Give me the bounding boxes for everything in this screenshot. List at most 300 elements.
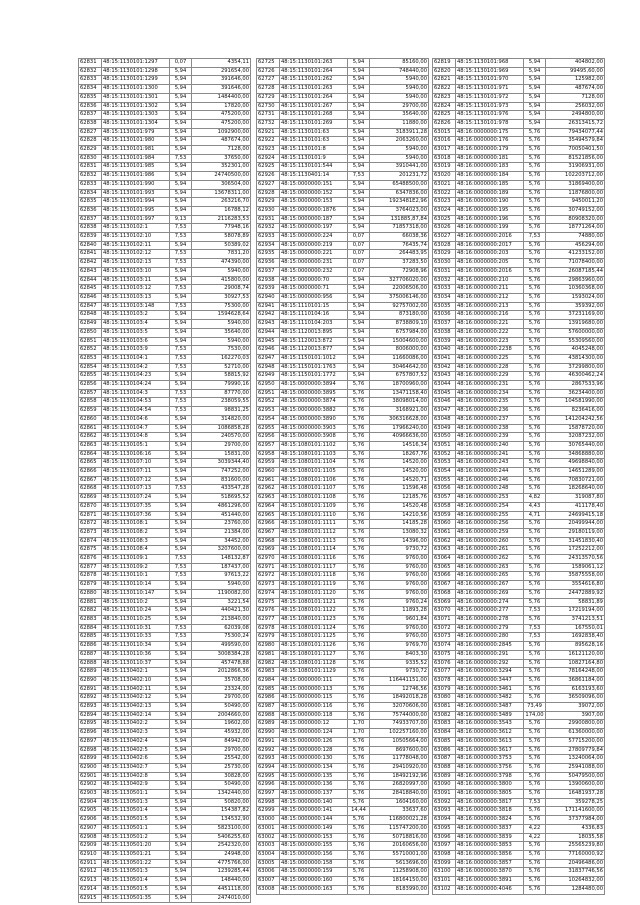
amount-value: 148132,87: [192, 555, 251, 564]
row-number: 62819: [433, 59, 456, 68]
amount-value: 13678311,00: [192, 189, 251, 198]
rate-value: 7,53: [170, 563, 192, 572]
cadastral-number: 48:15:1130104:54: [102, 407, 170, 416]
table-row: [79, 563, 251, 572]
amount-value: 15004600,00: [370, 337, 429, 346]
amount-value: 30828,00: [192, 772, 251, 781]
amount-value: 79434077,44: [546, 128, 605, 137]
rate-value: 5,94: [524, 67, 546, 76]
cadastral-number: 48:15:1130402:3: [102, 729, 170, 738]
row-number: 63074: [433, 642, 456, 651]
row-number: 62921: [257, 128, 280, 137]
cadastral-number: 48:15:1130501:3: [102, 798, 170, 807]
amount-value: 35708,00: [192, 676, 251, 685]
cadastral-number: 48:16:0000000:3487: [456, 703, 524, 712]
amount-value: 62039,08: [192, 624, 251, 633]
row-number: 63021: [433, 180, 456, 189]
cadastral-number: 48:15:0000000:71: [280, 285, 348, 294]
row-number: 63035: [433, 302, 456, 311]
row-number: 63025: [433, 215, 456, 224]
table-row: [79, 285, 251, 294]
table-row: [79, 293, 251, 302]
amount-value: 162270,03: [192, 354, 251, 363]
table-row: [257, 842, 429, 851]
row-number: 62872: [79, 520, 102, 529]
row-number: 63052: [433, 450, 456, 459]
rate-value: 5,94: [170, 468, 192, 477]
table-row: [433, 868, 605, 877]
table-row: [79, 111, 251, 120]
cadastral-number: 48:16:0000000:223: [456, 337, 524, 346]
row-number: 62838: [79, 224, 102, 233]
row-number: 62901: [79, 772, 102, 781]
table-row: [433, 842, 605, 851]
row-number: 62862: [79, 433, 102, 442]
cadastral-number: 48:16:0000000:212: [456, 293, 524, 302]
amount-value: 456294,00: [546, 241, 605, 250]
row-number: 62828: [79, 137, 102, 146]
cadastral-number: 48:15:1130102:1: [102, 224, 170, 233]
row-number: 62925: [257, 163, 280, 172]
rate-value: 5,94: [170, 885, 192, 894]
row-number: 62983: [257, 668, 280, 677]
amount-value: 24313570,56: [546, 555, 605, 564]
table-row: [79, 816, 251, 825]
table-row: [433, 650, 605, 659]
cadastral-number: 48:15:0000000:70: [280, 276, 348, 285]
rate-value: 7,53: [524, 633, 546, 642]
cadastral-number: 48:16:0000000:189: [456, 189, 524, 198]
table-row: [433, 172, 605, 181]
row-number: 62923: [257, 146, 280, 155]
rate-value: 5,94: [170, 746, 192, 755]
table-row: [79, 102, 251, 111]
row-number: 62884: [79, 624, 102, 633]
cadastral-number: 48:16:0000000:2016: [456, 233, 524, 242]
amount-value: 10505664,00: [370, 737, 429, 746]
row-number: 63071: [433, 616, 456, 625]
row-number: 63039: [433, 337, 456, 346]
amount-value: 18267,76: [370, 450, 429, 459]
row-number: 63015: [433, 128, 456, 137]
amount-value: 46300462,24: [546, 372, 605, 381]
cadastral-number: 48:15:1130101:990: [102, 180, 170, 189]
rate-value: 5,76: [524, 659, 546, 668]
amount-value: 5940,00: [192, 320, 251, 329]
table-row: [79, 650, 251, 659]
amount-value: 873180,00: [370, 311, 429, 320]
amount-value: 433547,28: [192, 485, 251, 494]
cadastral-number: 48:15:1130101:544: [280, 163, 348, 172]
table-row: [257, 172, 429, 181]
cadastral-number: 48:15:1130107:36: [102, 511, 170, 520]
cadastral-number: 48:15:0000000:3894: [280, 381, 348, 390]
cadastral-number: 48:15:0000000:151: [280, 180, 348, 189]
row-number: 62945: [257, 337, 280, 346]
table-row: [257, 729, 429, 738]
rate-value: 7,53: [170, 224, 192, 233]
row-number: 62886: [79, 642, 102, 651]
cadastral-number: 48:16:0000000:237: [456, 415, 524, 424]
table-row: [79, 93, 251, 102]
amount-value: 50490,00: [192, 703, 251, 712]
cadastral-number: 48:15:1130101:986: [102, 172, 170, 181]
rate-value: 5,76: [348, 737, 370, 746]
table-row: [79, 763, 251, 772]
table-row: [79, 476, 251, 485]
amount-value: 102203712,00: [546, 172, 605, 181]
row-number: 62873: [79, 528, 102, 537]
row-number: 62934: [257, 241, 280, 250]
rate-value: 5,76: [524, 198, 546, 207]
row-number: 62927: [257, 180, 280, 189]
amount-value: 15831,00: [192, 450, 251, 459]
table-row: [257, 807, 429, 816]
rate-value: 5,76: [524, 729, 546, 738]
amount-value: 1594628,64: [192, 311, 251, 320]
amount-value: 154387,82: [192, 807, 251, 816]
table-row: [433, 885, 605, 894]
cadastral-number: 48:15:1130402:1: [102, 668, 170, 677]
cadastral-number: 48:16:0000000:253: [456, 494, 524, 503]
rate-value: 5,94: [170, 520, 192, 529]
cadastral-number: 48:15:1080101:1102: [280, 441, 348, 450]
amount-value: 15878720,00: [546, 424, 605, 433]
rate-value: 5,76: [348, 885, 370, 894]
amount-value: 9760,00: [370, 563, 429, 572]
rate-value: 5,76: [524, 407, 546, 416]
row-number: 62914: [79, 885, 102, 894]
rate-value: 5,76: [524, 694, 546, 703]
amount-value: 1923481E2,96: [370, 198, 429, 207]
table-row: [257, 763, 429, 772]
cadastral-number: 48:15:0000000:156: [280, 850, 348, 859]
row-number: 63076: [433, 659, 456, 668]
rate-value: 5,76: [524, 868, 546, 877]
cadastral-number: 48:16:0000000:3612: [456, 729, 524, 738]
cadastral-number: 48:16:0000000:176: [456, 137, 524, 146]
table-row: [433, 424, 605, 433]
table-row: [433, 859, 605, 868]
rate-value: 5,76: [348, 790, 370, 799]
cadastral-number: 48:15:1130108:3: [102, 537, 170, 546]
amount-value: 1593024,00: [546, 293, 605, 302]
cadastral-number: 48:15:0000000:115: [280, 694, 348, 703]
table-row: [257, 563, 429, 572]
rate-value: 4,22: [524, 833, 546, 842]
amount-value: 319087,80: [546, 494, 605, 503]
amount-value: 11893,28: [370, 607, 429, 616]
cadastral-number: 48:15:0000000:153: [280, 198, 348, 207]
cadastral-number: 48:16:0000000:222: [456, 328, 524, 337]
rate-value: 5,76: [524, 389, 546, 398]
rate-value: 5,76: [524, 720, 546, 729]
row-number: 62903: [79, 790, 102, 799]
amount-value: 18492192,96: [370, 772, 429, 781]
amount-value: 1342440,00: [192, 790, 251, 799]
cadastral-number: 48:15:1130501:35: [102, 894, 170, 903]
rate-value: 1,70: [348, 729, 370, 738]
amount-value: 35640,00: [192, 328, 251, 337]
cadastral-number: 48:16:0000000:4046: [456, 885, 524, 894]
rate-value: 5,94: [524, 59, 546, 68]
cadastral-number: 48:15:1130102:11: [102, 241, 170, 250]
row-number: 62847: [79, 302, 102, 311]
rate-value: 5,94: [170, 441, 192, 450]
cadastral-number: 48:15:1130101:968: [456, 59, 524, 68]
row-number: 62948: [257, 363, 280, 372]
rate-value: 5,76: [348, 772, 370, 781]
rate-value: 5,94: [170, 328, 192, 337]
cadastral-number: 48:15:1130101:979: [102, 128, 170, 137]
table-row: [79, 790, 251, 799]
cadastral-number: 48:15:1130101:994: [102, 198, 170, 207]
amount-value: 3554616,80: [546, 581, 605, 590]
table-row: [79, 433, 251, 442]
cadastral-number: 48:15:1130101:63: [280, 128, 348, 137]
row-number: 62913: [79, 877, 102, 886]
amount-value: 475200,00: [192, 111, 251, 120]
rate-value: 5,94: [170, 494, 192, 503]
cadastral-number: 48:15:1130101:268: [280, 111, 348, 120]
amount-value: 65488500,00: [370, 180, 429, 189]
rate-value: 5,76: [524, 685, 546, 694]
amount-value: 70050401,50: [546, 146, 605, 155]
rate-value: 5,94: [170, 807, 192, 816]
table-row: [433, 311, 605, 320]
cadastral-number: 48:16:0000000:3447: [456, 676, 524, 685]
amount-value: 23760,00: [192, 520, 251, 529]
rate-value: 5,76: [524, 146, 546, 155]
row-number: 63042: [433, 363, 456, 372]
row-number: 62999: [257, 807, 280, 816]
rate-value: 5,94: [170, 781, 192, 790]
table-row: [257, 772, 429, 781]
rate-value: 7,53: [524, 607, 546, 616]
amount-value: 4045248,00: [546, 346, 605, 355]
cadastral-number: 48:15:1130101:995: [102, 206, 170, 215]
amount-value: 306504,00: [192, 180, 251, 189]
amount-value: 748440,00: [370, 67, 429, 76]
cadastral-number: 48:15:0000000:3890: [280, 415, 348, 424]
rate-value: 5,76: [348, 468, 370, 477]
amount-value: 16788,12: [192, 206, 251, 215]
amount-value: 35494579,84: [546, 137, 605, 146]
table-row: [433, 337, 605, 346]
cadastral-number: 48:16:0000000:259: [456, 528, 524, 537]
cadastral-number: 48:15:1120013:872: [280, 337, 348, 346]
cadastral-number: 48:15:1130101:997: [102, 215, 170, 224]
row-number: 62931: [257, 215, 280, 224]
table-row: [257, 685, 429, 694]
rate-value: 5,76: [348, 877, 370, 886]
table-row: [79, 520, 251, 529]
row-number: 63066: [433, 572, 456, 581]
table-row: [79, 206, 251, 215]
amount-value: 9730,72: [370, 668, 429, 677]
cadastral-number: 48:16:0000000:3294: [456, 668, 524, 677]
row-number: 62866: [79, 468, 102, 477]
amount-value: 9760,00: [370, 624, 429, 633]
rate-value: 5,76: [524, 459, 546, 468]
cadastral-number: 48:16:0000000:292: [456, 659, 524, 668]
amount-value: 359392,00: [546, 302, 605, 311]
cadastral-number: 48:15:1130101:993: [102, 189, 170, 198]
table-row: [257, 163, 429, 172]
rate-value: 5,76: [348, 668, 370, 677]
amount-value: 14651289,00: [546, 468, 605, 477]
amount-value: 263216,70: [192, 198, 251, 207]
table-row: [433, 798, 605, 807]
row-number: 63028: [433, 241, 456, 250]
cadastral-number: 48:16:0000000:3857: [456, 859, 524, 868]
table-row: [257, 868, 429, 877]
cadastral-number: 48:16:0000000:196: [456, 215, 524, 224]
cadastral-number: 48:15:0000000:160: [280, 877, 348, 886]
table-row: [79, 616, 251, 625]
amount-value: 36234400,00: [546, 389, 605, 398]
table-row: [79, 119, 251, 128]
amount-value: 30927,53: [192, 293, 251, 302]
rate-value: 5,94: [348, 137, 370, 146]
rate-value: 5,94: [348, 93, 370, 102]
amount-value: 457478,88: [192, 659, 251, 668]
row-number: 63057: [433, 494, 456, 503]
table-row: [79, 233, 251, 242]
table-row: [433, 877, 605, 886]
table-row: [433, 668, 605, 677]
cadastral-number: 48:15:1080101:1127: [280, 650, 348, 659]
rate-value: 5,94: [170, 755, 192, 764]
row-number: 62899: [79, 755, 102, 764]
table-row: [257, 285, 429, 294]
row-number: 62877: [79, 563, 102, 572]
amount-value: 3008384,28: [192, 650, 251, 659]
rate-value: 5,94: [170, 372, 192, 381]
amount-value: 12185,76: [370, 494, 429, 503]
table-row: [433, 441, 605, 450]
cadastral-number: 48:16:0000000:210: [456, 276, 524, 285]
row-number: 63007: [257, 877, 280, 886]
table-row: [257, 885, 429, 894]
rate-value: 5,94: [348, 198, 370, 207]
amount-value: 115747200,00: [370, 824, 429, 833]
amount-value: 4775766,00: [192, 859, 251, 868]
rate-value: 5,76: [524, 737, 546, 746]
amount-value: 7128,00: [546, 93, 605, 102]
cadastral-number: 48:15:1130107:12: [102, 476, 170, 485]
amount-value: 40966636,00: [370, 433, 429, 442]
amount-value: 8183990,00: [370, 885, 429, 894]
cadastral-number: 48:16:0000000:243: [456, 459, 524, 468]
amount-value: 17966240,00: [370, 424, 429, 433]
amount-value: 5940,00: [370, 85, 429, 94]
cadastral-number: 48:15:1130101:1297: [102, 59, 170, 68]
amount-value: 55710001,00: [370, 850, 429, 859]
table-row: [79, 172, 251, 181]
cadastral-number: 48:15:0000000:136: [280, 781, 348, 790]
rate-value: 5,76: [524, 398, 546, 407]
rate-value: 5,94: [170, 589, 192, 598]
row-number: 63068: [433, 589, 456, 598]
amount-value: 256032,00: [546, 102, 605, 111]
cadastral-number: 48:15:1130402:6: [102, 755, 170, 764]
table-row: [79, 694, 251, 703]
cadastral-number: 48:16:0000000:255: [456, 511, 524, 520]
table-row: [79, 354, 251, 363]
table-row: [257, 154, 429, 163]
row-number: 62824: [433, 102, 456, 111]
table-row: [257, 180, 429, 189]
table-row: [433, 450, 605, 459]
rate-value: 5,76: [524, 877, 546, 886]
amount-value: 50718816,00: [370, 833, 429, 842]
table-row: [257, 233, 429, 242]
table-row: [257, 259, 429, 268]
rate-value: 5,76: [348, 659, 370, 668]
rate-value: 5,76: [348, 407, 370, 416]
rate-value: 5,76: [524, 555, 546, 564]
table-row: [79, 642, 251, 651]
rate-value: 5,76: [348, 476, 370, 485]
cadastral-number: 48:16:0000000:185: [456, 180, 524, 189]
table-row: [79, 598, 251, 607]
cadastral-number: 48:15:1130501:20: [102, 842, 170, 851]
rate-value: 5,76: [524, 363, 546, 372]
amount-value: 79990,16: [192, 381, 251, 390]
row-number: 63054: [433, 468, 456, 477]
amount-value: 58831,89: [546, 598, 605, 607]
table-row: [79, 824, 251, 833]
table-row: [433, 685, 605, 694]
cadastral-number: 48:15:1080101:1107: [280, 485, 348, 494]
table-row: [257, 798, 429, 807]
cadastral-number: 48:16:0000000:3617: [456, 746, 524, 755]
cadastral-number: 48:15:1130106:16: [102, 450, 170, 459]
rate-value: 5,94: [170, 172, 192, 181]
amount-value: 72908,96: [370, 267, 429, 276]
cadastral-number: 48:15:1130107:10: [102, 459, 170, 468]
table-row: [433, 720, 605, 729]
cadastral-number: 48:16:0000000:228: [456, 363, 524, 372]
cadastral-number: 48:15:0000000:224: [280, 233, 348, 242]
cadastral-number: 48:15:1130101:984: [102, 154, 170, 163]
table-row: [79, 154, 251, 163]
amount-value: 26313415,72: [546, 119, 605, 128]
cadastral-number: 48:16:0000000:190: [456, 198, 524, 207]
row-number: 62944: [257, 328, 280, 337]
table-row: [257, 85, 429, 94]
table-row: [79, 328, 251, 337]
row-number: 62823: [433, 93, 456, 102]
rate-value: 5,94: [348, 111, 370, 120]
cadastral-number: 48:15:1130402:8: [102, 772, 170, 781]
table-row: [79, 833, 251, 842]
amount-value: 25730,00: [192, 763, 251, 772]
table-row: [257, 607, 429, 616]
cadastral-number: 48:15:1130402:7: [102, 763, 170, 772]
cadastral-number: 48:15:1130110:1: [102, 572, 170, 581]
row-number: 62871: [79, 511, 102, 520]
row-number: 62887: [79, 650, 102, 659]
row-number: 63082: [433, 711, 456, 720]
cadastral-number: 48:15:1080101:1105: [280, 468, 348, 477]
cadastral-number: 48:15:1130103:9: [102, 346, 170, 355]
rate-value: 5,94: [524, 85, 546, 94]
amount-value: 2867533,96: [546, 381, 605, 390]
table-block-right: [432, 58, 605, 895]
amount-value: 33637,60: [370, 807, 429, 816]
